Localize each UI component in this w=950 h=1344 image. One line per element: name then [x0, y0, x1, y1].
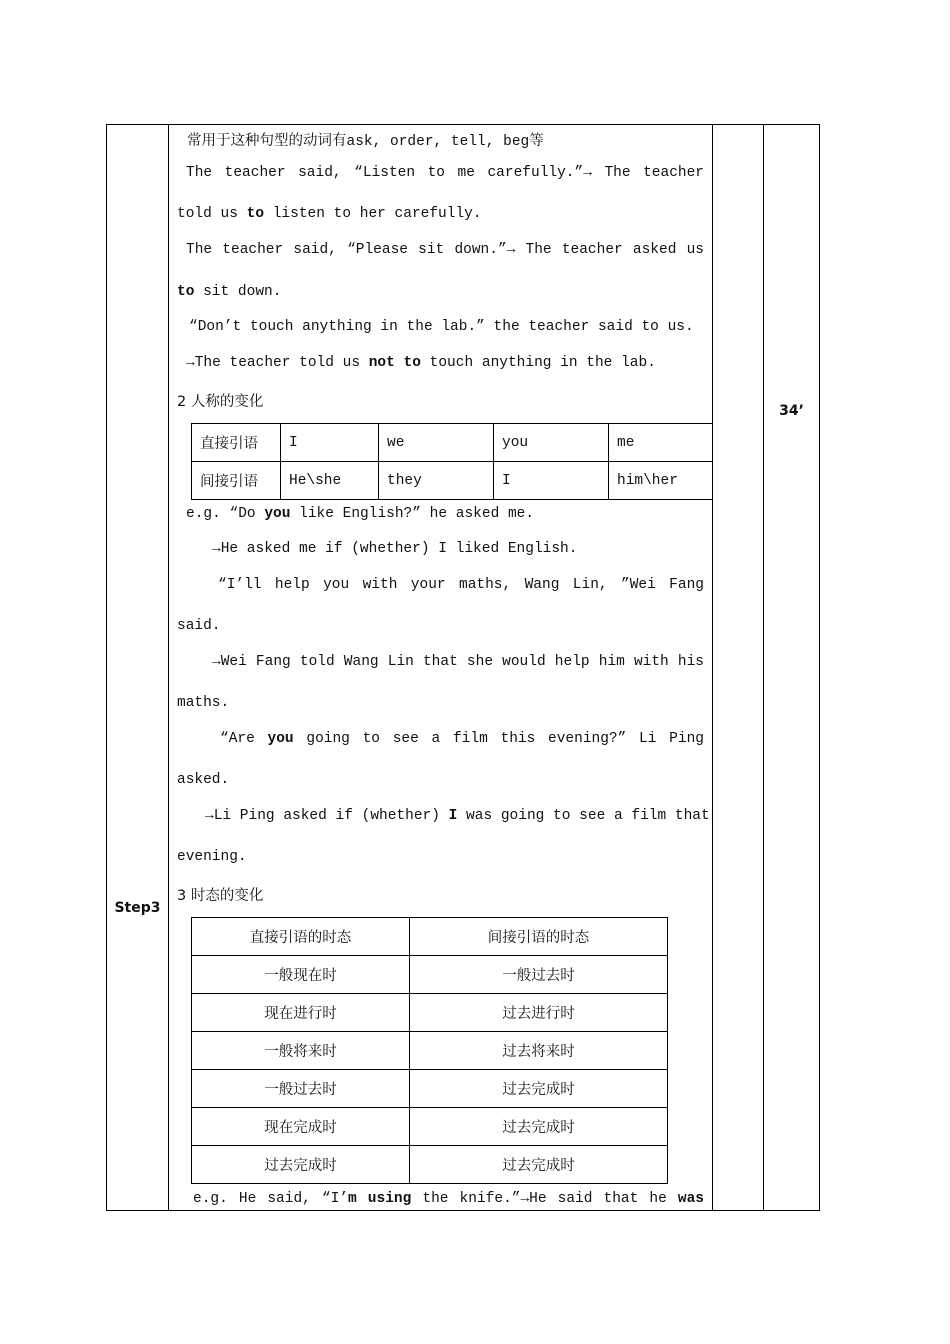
example-line: “Don’t touch anything in the lab.” the teacher said to us. — [189, 319, 694, 335]
column-divider — [168, 124, 169, 1211]
table-row: 一般现在时 一般过去时 — [192, 956, 668, 994]
example-line: e.g. He said, “I’m using the knife.”→He said that he was — [193, 1191, 704, 1207]
table-row: 直接引语的时态 间接引语的时态 — [192, 918, 668, 956]
column-divider — [712, 124, 713, 1211]
example-line: →Wei Fang told Wang Lin that she would help him with his — [212, 654, 704, 670]
example-line: “I’ll help you with your maths, Wang Lin, ”Wei Fang — [218, 577, 704, 593]
table-row: 一般将来时 过去将来时 — [192, 1032, 668, 1070]
step-label: Step3 — [114, 900, 161, 916]
table-row: 间接引语 He\she they I him\her — [192, 462, 713, 500]
person-change-table — [191, 423, 713, 500]
table-row: 一般过去时 过去完成时 — [192, 1070, 668, 1108]
example-line: The teacher said, “Listen to me carefully.”→ The teacher — [186, 165, 704, 181]
example-line: to sit down. — [177, 284, 282, 300]
example-line: →Li Ping asked if (whether) I was going to see a film that — [205, 808, 710, 824]
table-row: 现在进行时 过去进行时 — [192, 994, 668, 1032]
time-label: 34’ — [779, 403, 804, 419]
table-row: 现在完成时 过去完成时 — [192, 1108, 668, 1146]
table-row: 过去完成时 过去完成时 — [192, 1146, 668, 1184]
example-line: →The teacher told us not to touch anything in the lab. — [186, 355, 656, 371]
example-line: The teacher said, “Please sit down.”→ The teacher asked us — [186, 242, 704, 258]
tense-change-table — [191, 917, 668, 1184]
example-line: evening. — [177, 849, 247, 865]
example-line: e.g. “Do you like English?” he asked me. — [186, 506, 535, 522]
example-line: said. — [177, 618, 221, 634]
section-heading: 3 时态的变化 — [177, 888, 264, 904]
example-line: asked. — [177, 772, 230, 788]
verbs-line: 常用于这种句型的动词有ask, order, tell, beg等 — [187, 133, 544, 150]
example-line: →He asked me if (whether) I liked English. — [212, 541, 578, 557]
column-divider — [763, 124, 764, 1211]
section-heading: 2 人称的变化 — [177, 394, 264, 410]
example-line: “Are you going to see a film this evening?” Li Ping — [220, 731, 704, 747]
table-row: 直接引语 I we you me — [192, 424, 713, 462]
example-line: told us to listen to her carefully. — [177, 206, 482, 222]
example-line: maths. — [177, 695, 230, 711]
